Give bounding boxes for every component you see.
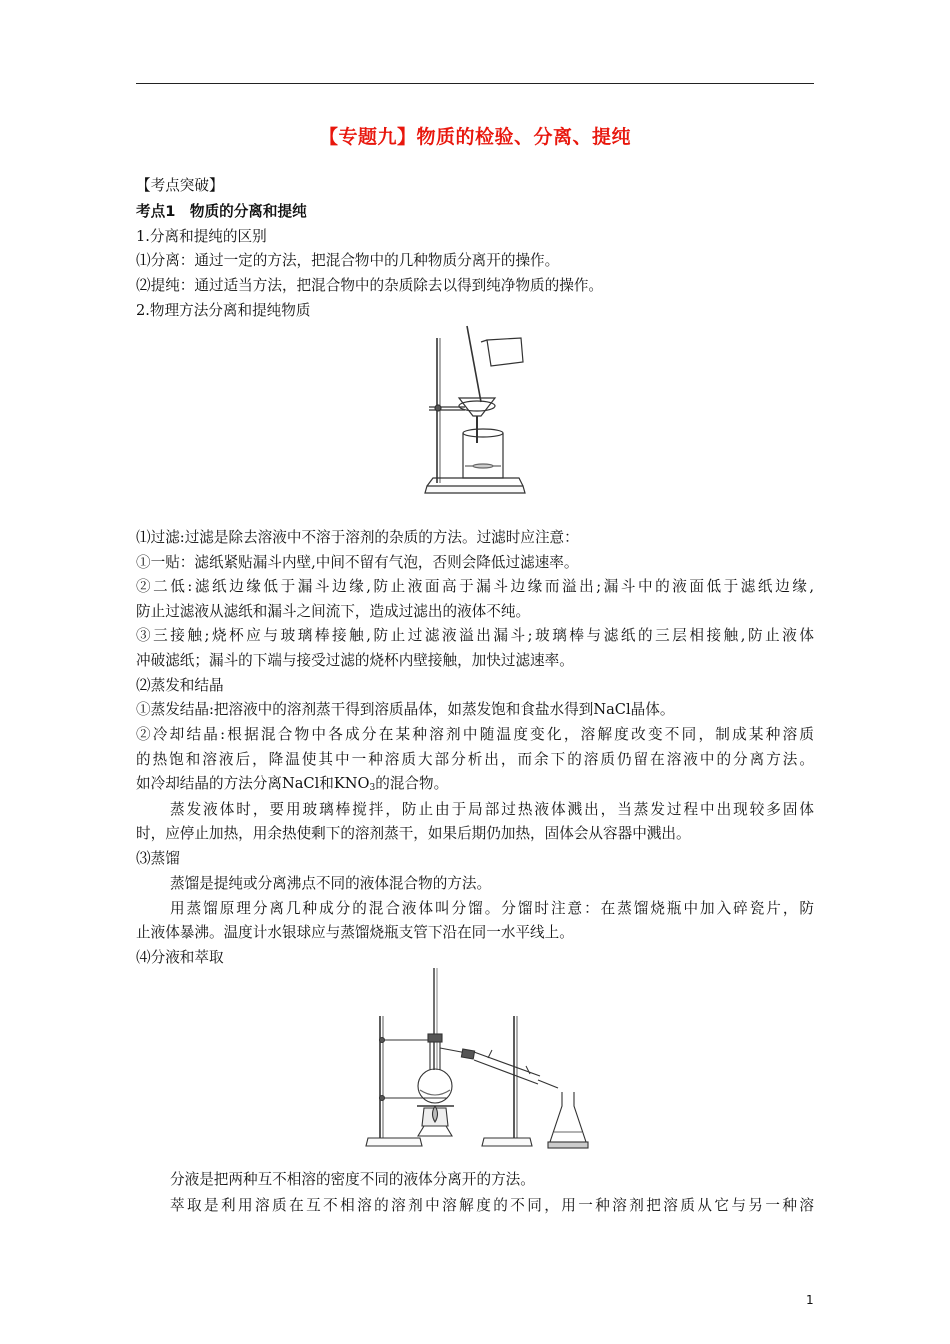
paragraph: ⑴过滤:过滤是除去溶液中不溶于溶剂的杂质的方法。过滤时应注意： [136,529,579,546]
paragraph: 2.物理方法分离和提纯物质 [136,302,311,319]
paragraph: 1.分离和提纯的区别 [136,228,267,245]
topic-heading: 考点1 物质的分离和提纯 [136,203,307,220]
subscript: 3 [369,783,376,793]
header-rule [136,83,814,84]
paragraph: ①一贴：滤纸紧贴漏斗内壁,中间不留有气泡，否则会降低过滤速率。 [136,554,579,571]
paragraph: ⑴分离：通过一定的方法，把混合物中的几种物质分离开的操作。 [136,252,560,269]
paragraph: 时，应停止加热，用余热使剩下的溶剂蒸干，如果后期仍加热，固体会从容器中溅出。 [136,825,691,842]
paragraph: 止液体暴沸。温度计水银球应与蒸馏烧瓶支管下沿在同一水平线上。 [136,924,574,941]
paragraph: ⑵蒸发和结晶 [136,677,224,694]
paragraph: 防止过滤液从滤纸和漏斗之间流下，造成过滤出的液体不纯。 [136,603,531,620]
distillation-apparatus-figure [362,966,594,1152]
paragraph: ②二低:滤纸边缘低于漏斗边缘,防止液面高于漏斗边缘而溢出;漏斗中的液面低于滤纸边缘, [136,578,814,595]
paragraph: ⑵提纯：通过适当方法，把混合物中的杂质除去以得到纯净物质的操作。 [136,277,604,294]
page-title: 【专题九】物质的检验、分离、提纯 [318,126,631,148]
paragraph: ⑶蒸馏 [136,850,180,867]
paragraph: 分液是把两种互不相溶的密度不同的液体分离开的方法。 [170,1171,535,1188]
paragraph: 用蒸馏原理分离几种成分的混合液体叫分馏。分馏时注意：在蒸馏烧瓶中加入碎瓷片，防 [170,900,814,917]
filtration-apparatus-figure [415,318,535,508]
paragraph: 萃取是利用溶质在互不相溶的溶剂中溶解度的不同，用一种溶剂把溶质从它与另一种溶 [170,1197,814,1214]
paragraph: ③三接触;烧杯应与玻璃棒接触,防止过滤液溢出漏斗;玻璃棒与滤纸的三层相接触,防止液体 [136,627,814,644]
paragraph: 蒸发液体时，要用玻璃棒搅拌，防止由于局部过热液体溅出，当蒸发过程中出现较多固体 [170,801,814,818]
paragraph: ①蒸发结晶:把溶液中的溶剂蒸干得到溶质晶体，如蒸发饱和食盐水得到NaCl晶体。 [136,701,675,718]
page-number: 1 [806,1293,814,1307]
paragraph: 的热饱和溶液后，降温使其中一种溶质大部分析出，而余下的溶质仍留在溶液中的分离方法。 [136,751,814,768]
paragraph: ②冷却结晶:根据混合物中各成分在某种溶剂中随温度变化，溶解度改变不同，制成某种溶质 [136,726,814,743]
paragraph: 蒸馏是提纯或分离沸点不同的液体混合物的方法。 [170,875,492,892]
section-heading: 【考点突破】 [136,177,224,194]
paragraph: ⑷分液和萃取 [136,949,224,966]
paragraph: 如冷却结晶的方法分离NaCl和$KNO_3$的混合物。 [136,775,449,793]
paragraph: 冲破滤纸；漏斗的下端与接受过滤的烧杯内壁接触，加快过滤速率。 [136,652,574,669]
